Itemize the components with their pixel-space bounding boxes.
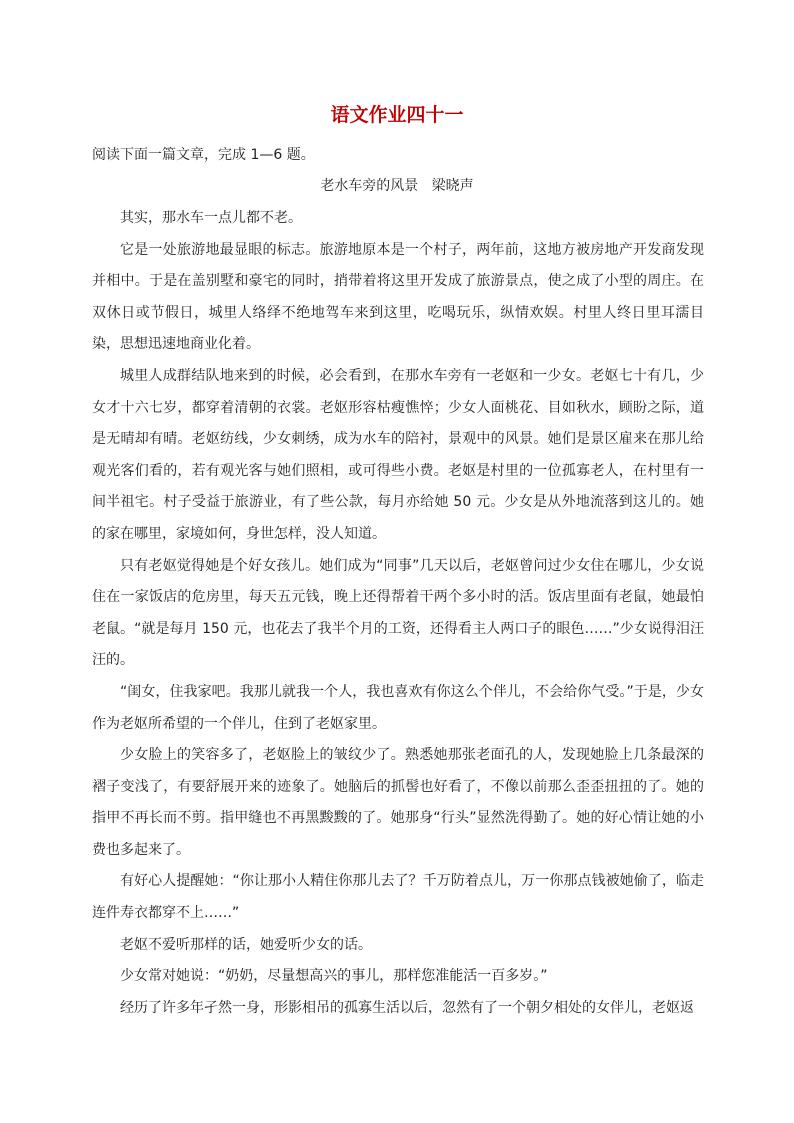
paragraph: 老妪不爱听那样的话，她爱听少女的话。 <box>120 936 372 953</box>
paragraph: 少女常对她说：“奶奶，尽量想高兴的事儿，那样您准能活一百多岁。” <box>120 968 548 985</box>
paragraph: 只有老妪觉得她是个好女孩儿。她们成为“同事”几天以后，老妪曾问过少女住在哪儿，少女说住在一家饭店的危房里，每天五元钱，晚上还得帮着干两个多小时的活。饭店里面有老鼠，她最怕老鼠。“就是每月 150 元，也花去了我半个月的工资，还得看主人两口子的眼色……”少女说得泪汪汪的。 <box>92 557 704 669</box>
paragraph: 它是一处旅游地最显眼的标志。旅游地原本是一个村子，两年前，这地方被房地产开发商发现并相中。于是在盖别墅和豪宅的同时，捎带着将这里开发成了旅游景点，使之成了小型的周庄。在双休日或节假日，城里人络绎不绝地驾车来到这里，吃喝玩乐，纵情欢娱。村里人终日里耳濡目染，思想迅速地商业化着。 <box>92 241 704 353</box>
instruction-text: 阅读下面一篇文章，完成 1—6 题。 <box>92 147 315 163</box>
article-body <box>92 203 704 1024</box>
paragraph: 其实，那水车一点儿都不老。 <box>120 210 302 226</box>
page-title: 语文作业四十一 <box>330 104 464 126</box>
article-header <box>0 175 794 197</box>
paragraph: 有好心人提醒她：“你让那小人精住你那儿去了？千万防着点儿，万一你那点钱被她偷了，临走连件寿衣都穿不上……” <box>92 873 704 922</box>
article-title: 老水车旁的风景 <box>320 178 419 194</box>
paragraph: 经历了许多年孑然一身，形影相吊的孤寡生活以后，忽然有了一个朝夕相处的女伴儿，老妪返 <box>120 999 694 1016</box>
paragraph: 少女脸上的笑容多了，老妪脸上的皱纹少了。熟悉她那张老面孔的人，发现她脸上几条最深的褶子变浅了，有要舒展开来的迹象了。她脑后的抓髻也好看了，不像以前那么歪歪扭扭的了。她的指甲不再长而不剪。指甲缝也不再黑黢黢的了。她那身“行头”显然洗得勤了。她的好心情让她的小费也多起来了。 <box>92 747 704 858</box>
article-author: 梁晓声 <box>431 178 474 194</box>
paragraph: 城里人成群结队地来到的时候，必会看到，在那水车旁有一老妪和一少女。老妪七十有几，少女才十六七岁，都穿着清朝的衣裳。老妪形容枯瘦憔悴；少女人面桃花、目如秋水，顾盼之际，道是无晴却有晴。老妪纺线，少女刺绣，成为水车的陪衬，景观中的风景。她们是景区雇来在那儿给观光客们看的，若有观光客与她们照相，或可得些小费。老妪是村里的一位孤寡老人，在村里有一间半祖宅。村子受益于旅游业，有了些公款，每月亦给她 50 元。少女是从外地流落到这儿的。她的家在哪里，家境如何，身世怎样，没人知道。 <box>92 367 704 542</box>
paragraph: “闺女，住我家吧。我那儿就我一个人，我也喜欢有你这么个伴儿，不会给你气受。”于是，少女作为老妪所希望的一个伴儿，住到了老妪家里。 <box>92 683 704 732</box>
